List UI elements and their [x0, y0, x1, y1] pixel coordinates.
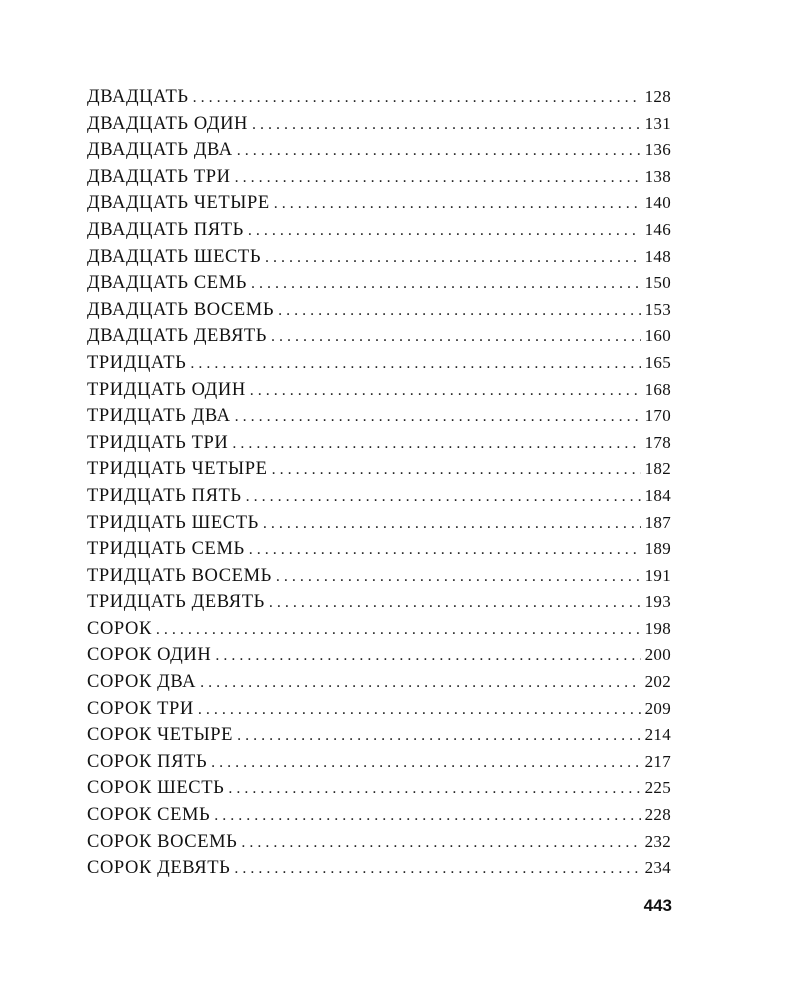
toc-entry-title: СОРОК ПЯТЬ — [87, 751, 208, 772]
toc-entry[interactable] — [87, 775, 671, 802]
toc-entry-title: ТРИДЦАТЬ ДЕВЯТЬ — [87, 592, 265, 613]
toc-entry-page: 146 — [644, 219, 671, 239]
dot-leader — [241, 830, 640, 857]
toc-entry-page: 202 — [644, 672, 671, 692]
dot-leader — [235, 165, 641, 192]
toc-entry-title: ТРИДЦАТЬ ТРИ — [87, 432, 229, 453]
toc-entry[interactable] — [87, 456, 671, 483]
toc-entry[interactable] — [87, 377, 671, 404]
toc-entry[interactable] — [87, 563, 671, 590]
dot-leader — [250, 378, 641, 405]
table-of-contents — [87, 84, 671, 882]
dot-leader — [269, 590, 641, 617]
dot-leader — [228, 776, 640, 803]
toc-entry[interactable] — [87, 483, 671, 510]
dot-leader — [248, 218, 641, 245]
toc-entry-title: ТРИДЦАТЬ ОДИН — [87, 379, 246, 400]
toc-entry[interactable] — [87, 616, 671, 643]
toc-entry-page: 140 — [644, 193, 671, 213]
toc-entry[interactable] — [87, 323, 671, 350]
toc-entry[interactable] — [87, 217, 671, 244]
toc-entry[interactable] — [87, 802, 671, 829]
toc-entry-page: 182 — [644, 459, 671, 479]
dot-leader — [215, 643, 640, 670]
toc-entry-page: 187 — [644, 512, 671, 532]
toc-entry[interactable] — [87, 164, 671, 191]
dot-leader — [235, 404, 641, 431]
toc-entry-title: СОРОК ЧЕТЫРЕ — [87, 725, 234, 746]
toc-entry[interactable] — [87, 510, 671, 537]
toc-entry-title: ТРИДЦАТЬ ДВА — [87, 406, 231, 427]
toc-entry-title: СОРОК — [87, 618, 152, 639]
toc-entry[interactable] — [87, 111, 671, 138]
toc-entry-page: 214 — [644, 725, 671, 745]
toc-entry[interactable] — [87, 855, 671, 882]
toc-entry[interactable] — [87, 642, 671, 669]
dot-leader — [272, 457, 641, 484]
toc-entry-title: СОРОК СЕМЬ — [87, 805, 211, 826]
toc-entry-page: 189 — [644, 539, 671, 559]
dot-leader — [237, 138, 641, 165]
toc-entry-title: ТРИДЦАТЬ СЕМЬ — [87, 539, 245, 560]
toc-entry-title: СОРОК ОДИН — [87, 645, 212, 666]
toc-entry[interactable] — [87, 430, 671, 457]
toc-entry-title: ТРИДЦАТЬ ЧЕТЫРЕ — [87, 459, 268, 480]
dot-leader — [214, 803, 640, 830]
toc-entry-page: 153 — [644, 299, 671, 319]
toc-entry-title: ДВАДЦАТЬ ДВА — [87, 140, 233, 161]
dot-leader — [276, 564, 641, 591]
dot-leader — [246, 484, 641, 511]
toc-entry-title: СОРОК ШЕСТЬ — [87, 778, 225, 799]
toc-entry-page: 191 — [644, 565, 671, 585]
toc-entry-title: ДВАДЦАТЬ ВОСЕМЬ — [87, 299, 275, 320]
toc-entry-page: 165 — [644, 352, 671, 372]
toc-entry-title: ТРИДЦАТЬ ПЯТЬ — [87, 485, 242, 506]
dot-leader — [265, 245, 641, 272]
toc-entry[interactable] — [87, 190, 671, 217]
toc-entry-title: СОРОК ДЕВЯТЬ — [87, 858, 231, 879]
toc-entry[interactable] — [87, 137, 671, 164]
dot-leader — [251, 271, 641, 298]
dot-leader — [190, 351, 640, 378]
dot-leader — [200, 670, 641, 697]
dot-leader — [249, 537, 641, 564]
toc-entry[interactable] — [87, 244, 671, 271]
toc-entry[interactable] — [87, 722, 671, 749]
dot-leader — [278, 298, 641, 325]
toc-entry-page: 225 — [644, 778, 671, 798]
toc-entry-page: 148 — [644, 246, 671, 266]
toc-entry-title: СОРОК ДВА — [87, 672, 197, 693]
toc-entry[interactable] — [87, 270, 671, 297]
dot-leader — [198, 697, 641, 724]
toc-entry-page: 228 — [644, 805, 671, 825]
dot-leader — [271, 324, 641, 351]
dot-leader — [193, 85, 641, 112]
toc-entry-title: ДВАДЦАТЬ ОДИН — [87, 113, 248, 134]
toc-entry-page: 209 — [644, 698, 671, 718]
toc-entry-title: ДВАДЦАТЬ СЕМЬ — [87, 273, 247, 294]
toc-entry-page: 200 — [644, 645, 671, 665]
toc-entry[interactable] — [87, 536, 671, 563]
toc-entry-page: 234 — [644, 858, 671, 878]
page-number: 443 — [643, 896, 672, 915]
toc-entry-page: 150 — [644, 273, 671, 293]
toc-entry[interactable] — [87, 589, 671, 616]
toc-entry[interactable] — [87, 696, 671, 723]
toc-entry[interactable] — [87, 749, 671, 776]
dot-leader — [234, 856, 640, 883]
toc-entry[interactable] — [87, 669, 671, 696]
dot-leader — [232, 431, 640, 458]
toc-entry-title: ДВАДЦАТЬ — [87, 87, 189, 107]
dot-leader — [274, 191, 641, 218]
toc-entry-title: СОРОК ВОСЕМЬ — [87, 831, 238, 852]
toc-entry-page: 217 — [644, 751, 671, 771]
toc-entry-title: ДВАДЦАТЬ ДЕВЯТЬ — [87, 326, 268, 347]
toc-entry-title: ТРИДЦАТЬ ВОСЕМЬ — [87, 565, 272, 586]
toc-entry-page: 128 — [644, 87, 671, 106]
toc-entry-title: ТРИДЦАТЬ — [87, 352, 187, 373]
toc-entry-page: 138 — [644, 166, 671, 186]
toc-entry[interactable] — [87, 84, 671, 111]
toc-entry-page: 193 — [644, 592, 671, 612]
toc-entry[interactable] — [87, 829, 671, 856]
toc-entry-title: ДВАДЦАТЬ ШЕСТЬ — [87, 246, 262, 267]
dot-leader — [252, 112, 641, 139]
toc-entry-page: 170 — [644, 406, 671, 426]
toc-entry-page: 160 — [644, 326, 671, 346]
toc-entry[interactable] — [87, 350, 671, 377]
toc-entry-page: 198 — [644, 618, 671, 638]
toc-entry-page: 184 — [644, 485, 671, 505]
toc-entry-page: 136 — [644, 140, 671, 160]
toc-entry-page: 178 — [644, 432, 671, 452]
toc-entry-page: 168 — [644, 379, 671, 399]
dot-leader — [156, 617, 641, 644]
toc-entry-title: ДВАДЦАТЬ ЧЕТЫРЕ — [87, 193, 270, 214]
toc-entry[interactable] — [87, 297, 671, 324]
toc-entry-page: 131 — [644, 113, 671, 133]
toc-entry-title: СОРОК ТРИ — [87, 698, 194, 719]
dot-leader — [263, 511, 641, 538]
toc-entry-title: ТРИДЦАТЬ ШЕСТЬ — [87, 512, 259, 533]
toc-entry-title: ДВАДЦАТЬ ПЯТЬ — [87, 219, 244, 240]
dot-leader — [211, 750, 640, 777]
toc-entry-page: 232 — [644, 831, 671, 851]
toc-entry-title: ДВАДЦАТЬ ТРИ — [87, 166, 231, 187]
dot-leader — [237, 723, 641, 750]
toc-entry[interactable] — [87, 403, 671, 430]
